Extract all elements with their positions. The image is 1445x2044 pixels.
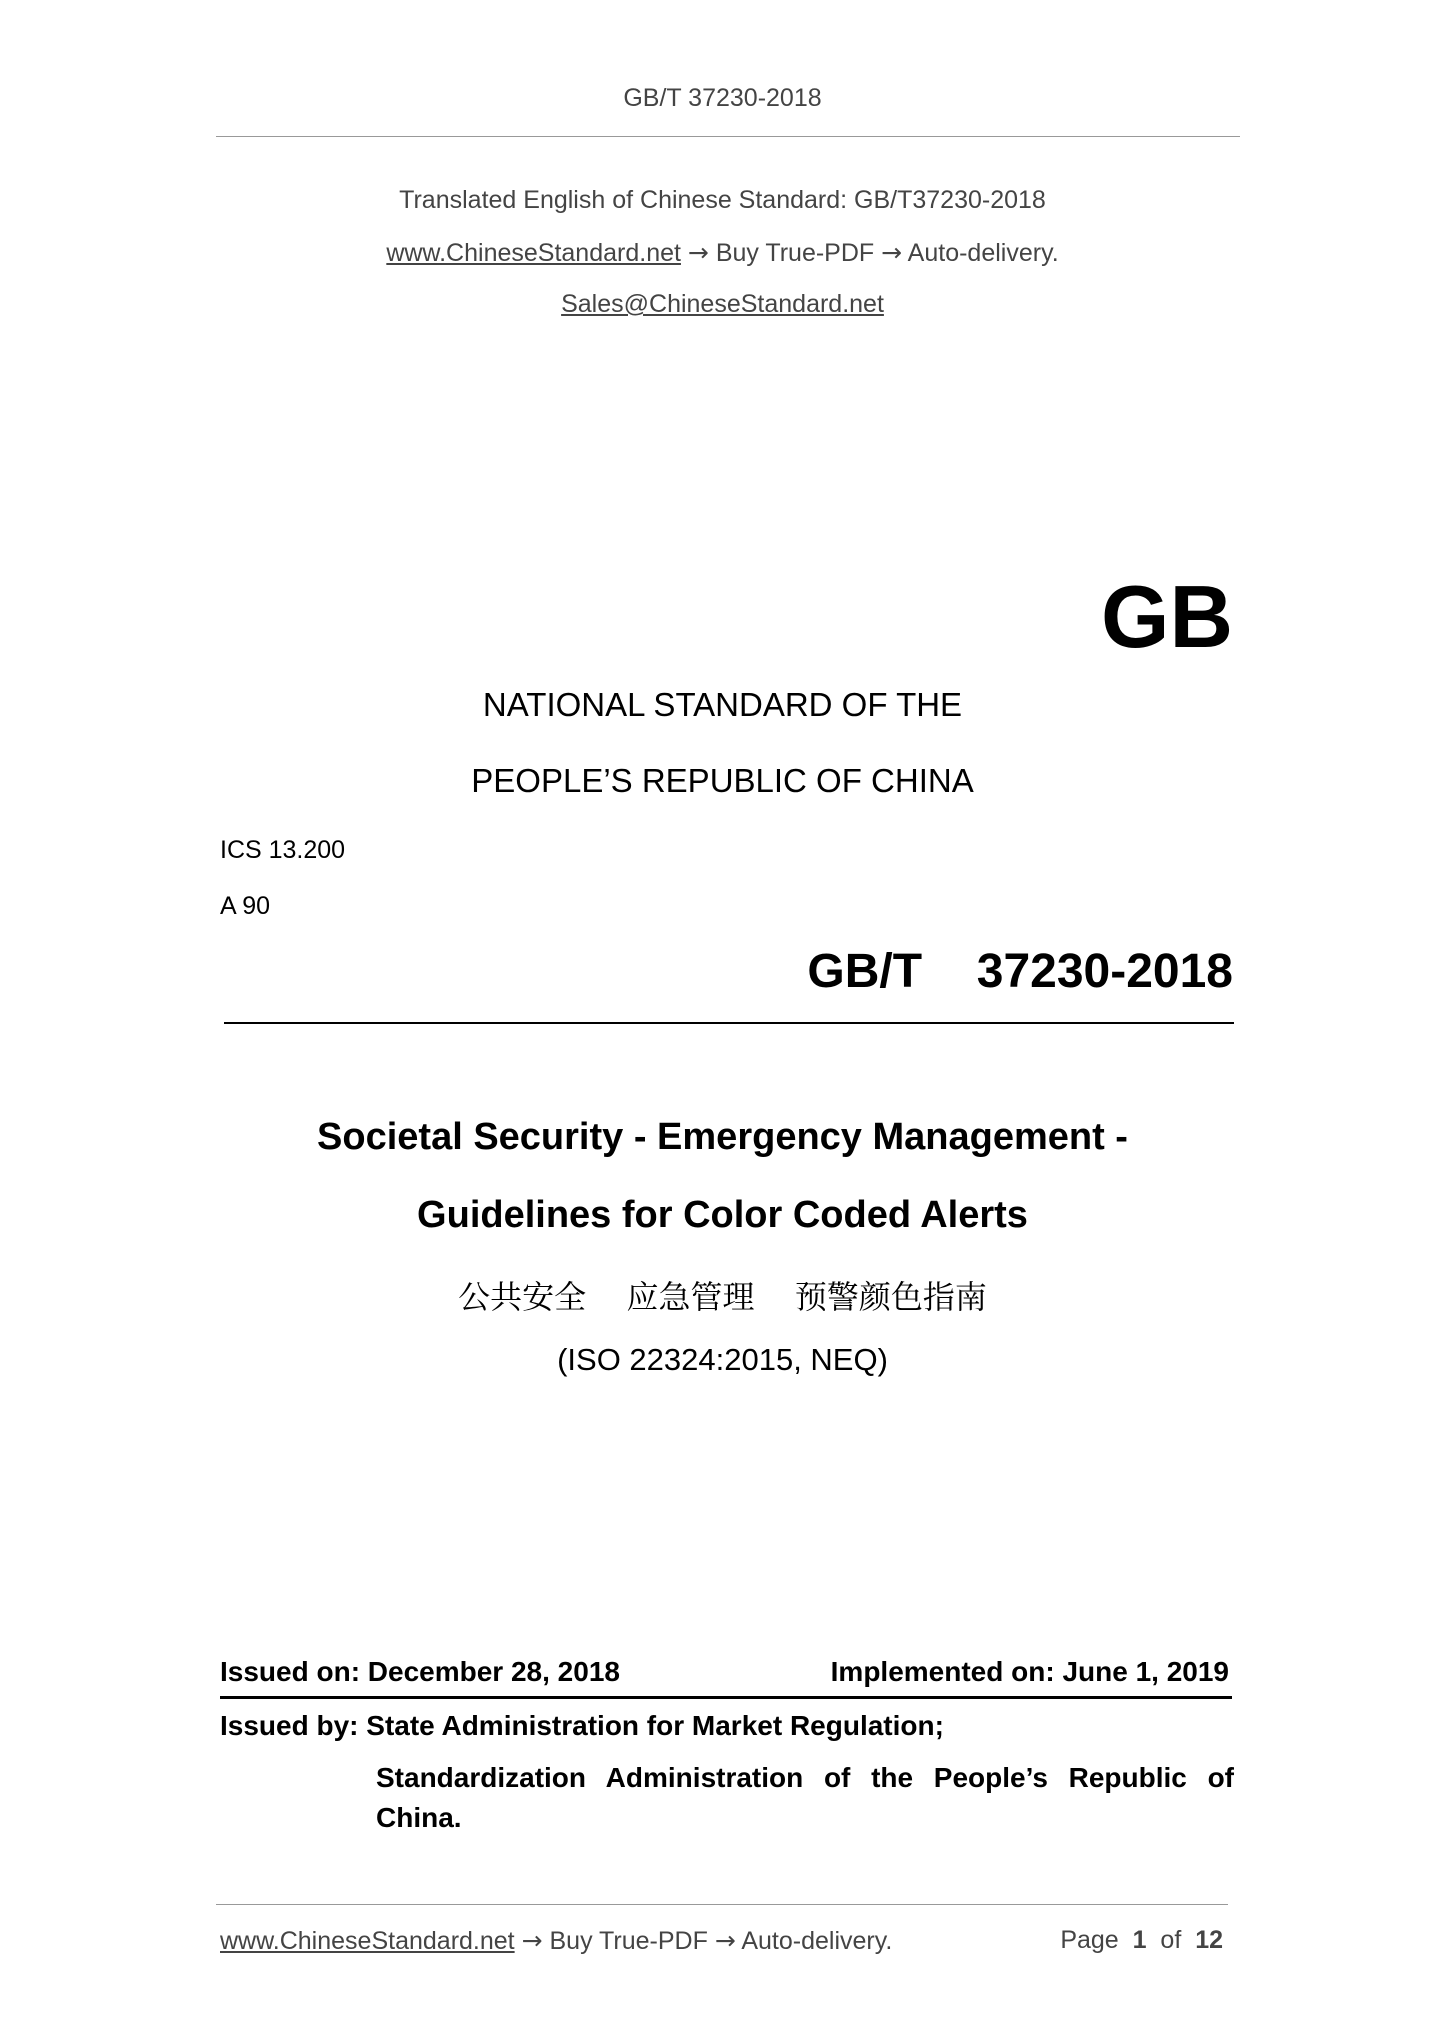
footer-divider: [216, 1904, 1228, 1905]
national-standard-line1: NATIONAL STANDARD OF THE: [482, 686, 963, 723]
ics-code: ICS 13.200: [220, 836, 346, 864]
auto-delivery-text: Auto-delivery.: [907, 239, 1059, 267]
standard-number: GB/T 37230-2018: [807, 945, 1233, 998]
arrow-right-icon: →: [687, 238, 709, 267]
gb-mark: GB: [1101, 567, 1233, 666]
chinese-title: 公共安全 应急管理 预警颜色指南: [458, 1278, 987, 1316]
arrow-right-icon: →: [521, 1926, 543, 1955]
header-divider: [216, 136, 1240, 137]
page-total: 12: [1195, 1926, 1223, 1954]
national-standard-line2: PEOPLE’S REPUBLIC OF CHINA: [471, 762, 974, 799]
running-header: GB/T 37230-2018: [623, 84, 822, 112]
footer-auto-text: Auto-delivery.: [741, 1927, 893, 1955]
issued-by: Issued by: State Administration for Market Regulation;: [220, 1710, 944, 1741]
issued-by-second-authority: Standardization Administration of the People’s Republic of: [376, 1762, 1234, 1793]
title-line2: Guidelines for Color Coded Alerts: [417, 1194, 1028, 1236]
arrow-right-icon: →: [881, 238, 903, 267]
implemented-on: Implemented on: June 1, 2019: [830, 1656, 1229, 1687]
sales-email-link[interactable]: Sales@ChineseStandard.net: [561, 290, 884, 318]
title-line1: Societal Security - Emergency Management -: [317, 1116, 1128, 1158]
footer-notice: [220, 1926, 892, 1956]
arrow-right-icon: →: [714, 1926, 736, 1955]
translation-notice: Translated English of Chinese Standard: GB/T37230-2018: [399, 186, 1046, 214]
site-link[interactable]: www.ChineseStandard.net: [386, 239, 681, 267]
page-current: 1: [1132, 1926, 1147, 1954]
standard-divider: [224, 1022, 1234, 1024]
of-label: of: [1160, 1926, 1182, 1954]
issued-by-second-authority-cont: China.: [376, 1802, 462, 1833]
buy-notice: [0, 238, 1445, 268]
sales-contact: [0, 290, 1445, 319]
footer-site-link[interactable]: www.ChineseStandard.net: [220, 1927, 515, 1955]
issued-on: Issued on: December 28, 2018: [220, 1656, 620, 1687]
page-label: Page: [1060, 1926, 1119, 1954]
footer-buy-text: Buy True-PDF: [549, 1927, 708, 1955]
ccs-code: A 90: [220, 892, 271, 920]
page-indicator: [1060, 1926, 1223, 1955]
issuance-divider: [220, 1696, 1232, 1699]
adoption-note: (ISO 22324:2015, NEQ): [557, 1342, 888, 1377]
buy-text: Buy True-PDF: [715, 239, 875, 267]
